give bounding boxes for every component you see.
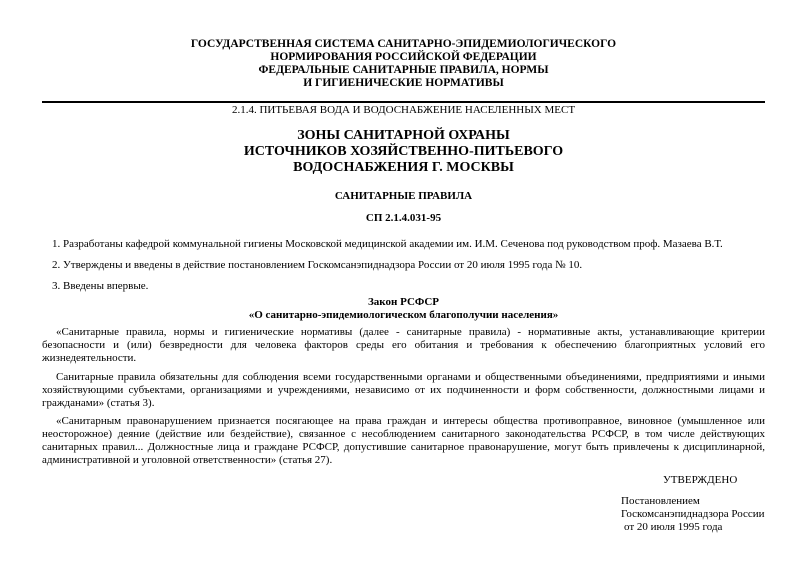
header-divider [42, 101, 765, 103]
info-item-3: 3. Введены впервые. [52, 280, 149, 292]
title-line-1: ЗОНЫ САНИТАРНОЙ ОХРАНЫ [297, 128, 510, 143]
header-line-4: И ГИГИЕНИЧЕСКИЕ НОРМАТИВЫ [303, 77, 504, 89]
approval-line-1: Постановлением [621, 495, 700, 507]
title-line-3: ВОДОСНАБЖЕНИЯ Г. МОСКВЫ [293, 160, 514, 175]
header-line-3: ФЕДЕРАЛЬНЫЕ САНИТАРНЫЕ ПРАВИЛА, НОРМЫ [258, 64, 549, 76]
approval-line-3: от 20 июля 1995 года [624, 521, 723, 533]
law-paragraph-2: Санитарные правила обязательны для соблюдения всеми государственными органами и общественными объединениями, предприятиями и иными хозяйствующими субъектами, организациями и учреждениями, независимо от их подчиненности и форм собственности, должностными лицами и гражданами» (статья 3). [42, 371, 765, 409]
header-line-2: НОРМИРОВАНИЯ РОССИЙСКОЙ ФЕДЕРАЦИИ [270, 51, 537, 63]
law-title: Закон РСФСР [368, 296, 439, 308]
section-title: 2.1.4. ПИТЬЕВАЯ ВОДА И ВОДОСНАБЖЕНИЕ НАСЕЛЕННЫХ МЕСТ [231, 104, 576, 116]
header-line-1: ГОСУДАРСТВЕННАЯ СИСТЕМА САНИТАРНО-ЭПИДЕМИОЛОГИЧЕСКОГО [190, 38, 617, 50]
approval-line-2: Госкомсанэпиднадзора России [621, 508, 765, 520]
title-line-2: ИСТОЧНИКОВ ХОЗЯЙСТВЕННО-ПИТЬЕВОГО [243, 144, 564, 159]
law-paragraph-3: «Санитарным правонарушением признается посягающее на права граждан и интересы общества противоправное, виновное (умышленное или неосторожное) деяние (действие или бездействие), связанное с несоблюдением санитарного законодательства РСФСР, в том числе действующих санитарных правил... Должностные лица и граждане РСФСР, допустившие санитарное правонарушение, могут быть привлечены к дисциплинарной, административной и уголовной ответственности» (статья 27). [42, 415, 765, 466]
approval-label: УТВЕРЖДЕНО [663, 474, 738, 486]
info-item-2: 2. Утверждены и введены в действие постановлением Госкомсанэпиднадзора России от 20 июля 1995 года № 10. [52, 259, 583, 271]
law-subtitle: «О санитарно-эпидемиологическом благополучии населения» [248, 309, 559, 321]
doc-code: СП 2.1.4.031-95 [365, 212, 442, 224]
info-item-1: 1. Разработаны кафедрой коммунальной гигиены Московской медицинской академии им. И.М. Сеченова под руководством проф. Мазаева В.Т. [52, 238, 723, 250]
law-paragraph-1: «Санитарные правила, нормы и гигиенические нормативы (далее - санитарные правила) - нормативные акты, устанавливающие критерии безопасности и (или) безвредности для человека факторов среды его обитания и требования к обеспечению благоприятных условий его жизнедеятельности. [42, 326, 765, 364]
doc-type: САНИТАРНЫЕ ПРАВИЛА [334, 190, 473, 202]
